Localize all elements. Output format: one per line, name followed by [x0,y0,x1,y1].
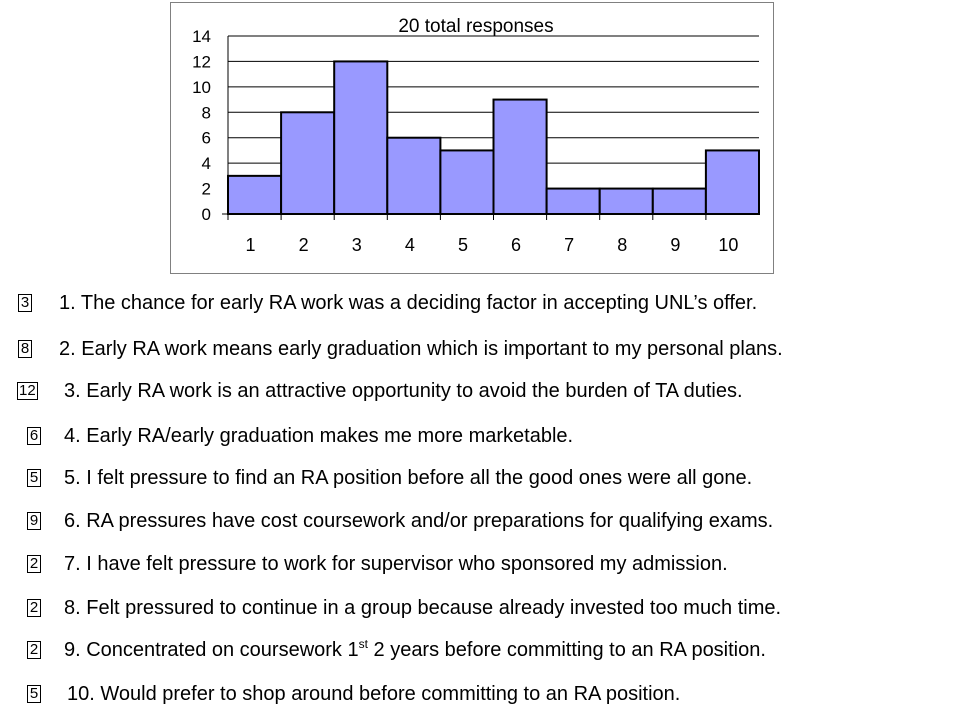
y-tick-label: 4 [201,154,211,174]
statement-text-start: 9. Concentrated on coursework 1 [64,639,359,661]
count-badge: 5 [27,469,41,487]
statement-text: 6. RA pressures have cost coursework and/or preparations for qualifying exams. [64,510,774,532]
statement-text: 2. Early RA work means early graduation which is important to my personal plans. [59,338,783,360]
statement-text: 4. Early RA/early graduation makes me more marketable. [64,425,574,447]
statement-row-5 [18,463,958,493]
y-tick-label: 14 [192,27,211,46]
x-tick-label: 8 [617,235,628,255]
statement-text [64,635,766,665]
statement-text: 5. I felt pressure to find an RA position before all the good ones were all gone. [64,467,753,489]
statement-row-10 [18,679,958,709]
y-tick-label: 6 [201,128,211,148]
statement-text: 8. Felt pressured to continue in a group because already invested too much time. [64,597,782,619]
statement-row-6 [18,506,958,536]
count-badge: 2 [27,555,41,573]
x-tick-label: 10 [718,235,739,255]
count-badge: 2 [27,641,41,659]
statement-row-1 [18,288,958,318]
chart-title: 20 total responses [398,16,554,37]
x-tick-label: 3 [351,235,362,255]
statement-row-2 [18,334,958,364]
x-tick-label: 6 [511,235,522,255]
statement-text: 3. Early RA work is an attractive opportunity to avoid the burden of TA duties. [64,380,743,402]
statement-row-3 [18,376,958,406]
y-tick-label: 8 [201,103,211,123]
count-badge: 5 [27,685,41,703]
count-badge: 3 [18,294,32,312]
y-tick-label: 12 [192,52,211,72]
y-tick-label: 10 [192,77,211,97]
statement-text-end: 2 years before committing to an RA position. [367,639,766,661]
x-tick-label: 4 [404,235,415,255]
statement-row-7 [18,549,958,579]
statement-row-9 [18,635,958,665]
ordinal-superscript: st [358,637,368,651]
statement-text: 1. The chance for early RA work was a deciding factor in accepting UNL’s offer. [59,292,758,314]
count-badge: 8 [18,340,32,358]
statement-text: 10. Would prefer to shop around before committing to an RA position. [67,683,681,705]
x-tick-label: 5 [457,235,468,255]
x-tick-label: 7 [564,235,575,255]
y-tick-label: 2 [201,179,211,199]
statement-row-8 [18,593,958,623]
count-badge: 12 [19,382,36,399]
x-tick-label: 2 [298,235,309,255]
x-tick-label: 9 [670,235,681,255]
x-tick-label: 1 [245,235,256,255]
count-badge: 6 [27,427,41,445]
y-tick-label: 0 [201,205,211,224]
count-badge: 9 [27,512,41,530]
statement-text: 7. I have felt pressure to work for supervisor who sponsored my admission. [64,553,728,575]
statement-row-4 [18,421,958,451]
count-badge: 2 [27,599,41,617]
